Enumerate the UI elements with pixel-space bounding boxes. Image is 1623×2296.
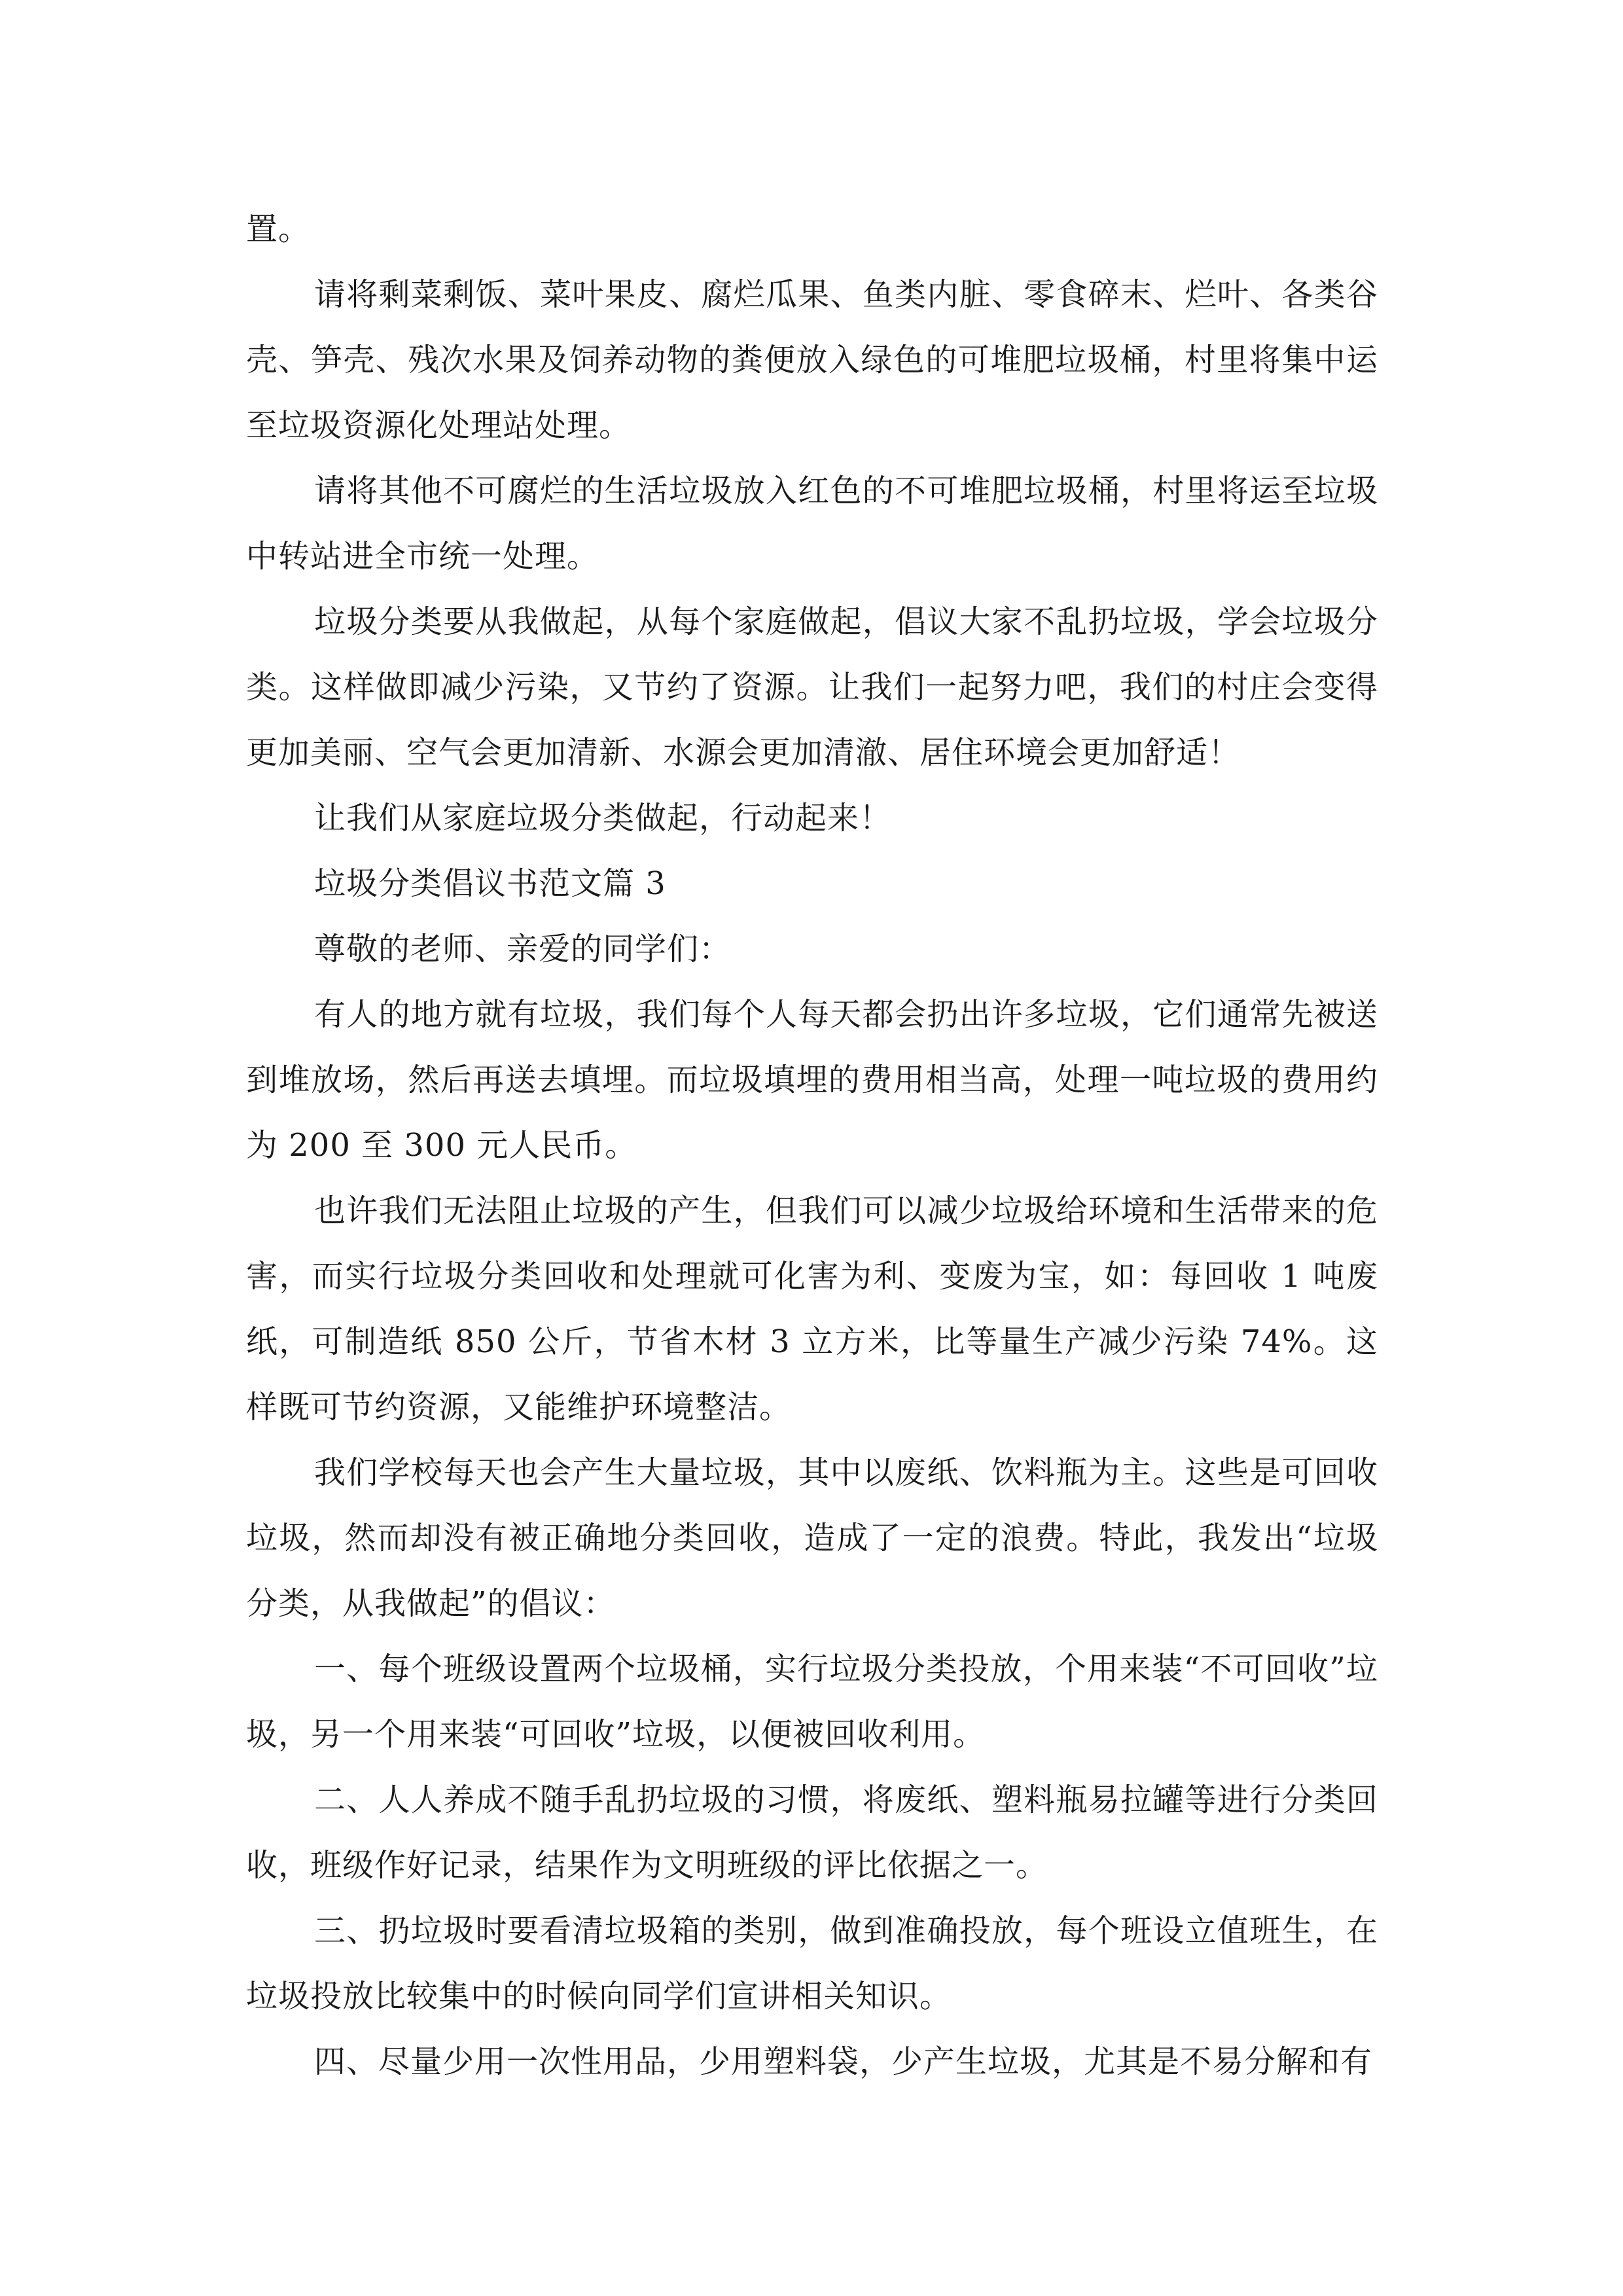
paragraph-9: 也许我们无法阻止垃圾的产生，但我们可以减少垃圾给环境和生活带来的危害，而实行垃圾分类回收和处理就可化害为利、变废为宝，如：每回收 1 吨废纸，可制造纸 850 公斤，节省木材 3 立方米，比等量生产减少污染 74%。这样既可节约资源，又能维护环境整洁。	[246, 1193, 1378, 1426]
salutation: 尊敬的老师、亲爱的同学们：	[314, 931, 732, 967]
proposal-item-4: 四、尽量少用一次性用品，少用塑料袋，少产生垃圾，尤其是不易分解和有	[314, 2043, 1373, 2080]
paragraph-8: 有人的地方就有垃圾，我们每个人每天都会扔出许多垃圾，它们通常先被送到堆放场，然后再送去填埋。而垃圾填埋的费用相当高，处理一吨垃圾的费用约为 200 至 300 元人民币。	[246, 996, 1378, 1164]
paragraph-3: 请将其他不可腐烂的生活垃圾放入红色的不可堆肥垃圾桶，村里将运至垃圾中转站进全市统一处理。	[246, 473, 1378, 575]
proposal-item-1: 一、每个班级设置两个垃圾桶，实行垃圾分类投放，个用来装“不可回收”垃圾，另一个用来装“可回收”垃圾，以便被回收利用。	[246, 1651, 1378, 1753]
paragraph-2: 请将剩菜剩饭、菜叶果皮、腐烂瓜果、鱼类内脏、零食碎末、烂叶、各类谷壳、笋壳、残次水果及饲养动物的粪便放入绿色的可堆肥垃圾桶，村里将集中运至垃圾资源化处理站处理。	[246, 276, 1378, 444]
paragraph-5: 让我们从家庭垃圾分类做起，行动起来！	[314, 800, 892, 836]
section-heading: 垃圾分类倡议书范文篇 3	[314, 865, 666, 902]
paragraph-4: 垃圾分类要从我做起，从每个家庭做起，倡议大家不乱扔垃圾，学会垃圾分类。这样做即减少污染，又节约了资源。让我们一起努力吧，我们的村庄会变得更加美丽、空气会更加清新、水源会更加清澈、居住环境会更加舒适！	[246, 603, 1378, 771]
document-body	[246, 196, 1378, 2094]
proposal-item-2: 二、人人养成不随手乱扔垃圾的习惯，将废纸、塑料瓶易拉罐等进行分类回收，班级作好记录，结果作为文明班级的评比依据之一。	[246, 1782, 1378, 1884]
proposal-item-3: 三、扔垃圾时要看清垃圾箱的类别，做到准确投放，每个班设立值班生，在垃圾投放比较集中的时候向同学们宣讲相关知识。	[246, 1912, 1378, 2015]
paragraph-10: 我们学校每天也会产生大量垃圾，其中以废纸、饮料瓶为主。这些是可回收垃圾，然而却没有被正确地分类回收，造成了一定的浪费。特此，我发出“垃圾分类，从我做起”的倡议：	[246, 1454, 1378, 1622]
paragraph-1: 置。	[246, 211, 311, 247]
